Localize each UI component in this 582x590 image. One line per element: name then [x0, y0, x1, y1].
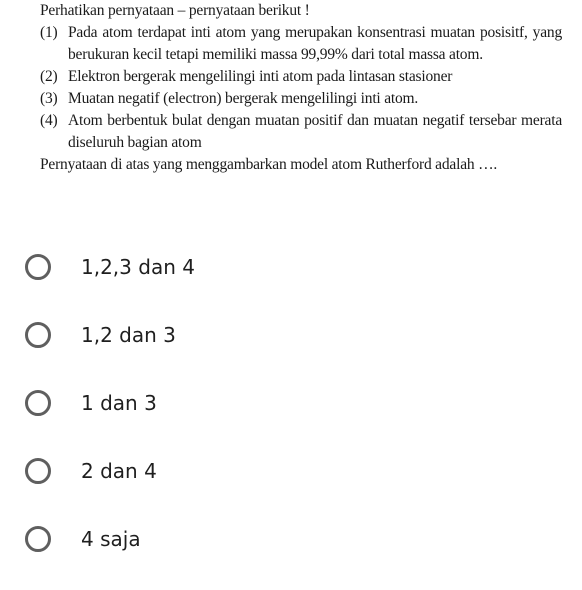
- radio-button-icon[interactable]: [25, 458, 51, 484]
- statement-number: (4): [40, 112, 58, 129]
- option-a[interactable]: [25, 250, 565, 284]
- radio-button-icon[interactable]: [25, 526, 51, 552]
- question-text: [40, 0, 562, 176]
- option-label[interactable]: 1,2,3 dan 4: [81, 255, 195, 279]
- option-b[interactable]: [25, 318, 565, 352]
- statement-3: [40, 88, 562, 110]
- option-label[interactable]: 4 saja: [81, 527, 141, 551]
- statement-text: Elektron bergerak mengelilingi inti atom pada lintasan stasioner: [68, 68, 453, 85]
- option-label[interactable]: 2 dan 4: [81, 459, 157, 483]
- radio-button-icon[interactable]: [25, 390, 51, 416]
- option-c[interactable]: [25, 386, 565, 420]
- answer-options: [25, 250, 565, 590]
- statement-text: Atom berbentuk bulat dengan muatan positif dan muatan negatif tersebar merata diseluruh bagian atom: [68, 112, 562, 151]
- option-label[interactable]: 1,2 dan 3: [81, 323, 176, 347]
- statement-2: [40, 66, 562, 88]
- statement-number: (1): [40, 24, 58, 41]
- statement-1: [40, 22, 562, 66]
- statement-number: (2): [40, 68, 58, 85]
- option-d[interactable]: [25, 454, 565, 488]
- option-e[interactable]: [25, 522, 565, 556]
- question-prompt: Pernyataan di atas yang menggambarkan model atom Rutherford adalah ….: [40, 156, 498, 173]
- question-intro: Perhatikan pernyataan – pernyataan berikut !: [40, 2, 310, 19]
- statement-text: Muatan negatif (electron) bergerak mengelilingi inti atom.: [68, 90, 419, 107]
- statement-4: [40, 110, 562, 154]
- statement-number: (3): [40, 90, 58, 107]
- statement-text: Pada atom terdapat inti atom yang merupakan konsentrasi muatan posisitf, yang berukuran kecil tetapi memiliki massa 99,99% dari total massa atom.: [68, 24, 562, 63]
- radio-button-icon[interactable]: [25, 254, 51, 280]
- option-label[interactable]: 1 dan 3: [81, 391, 157, 415]
- radio-button-icon[interactable]: [25, 322, 51, 348]
